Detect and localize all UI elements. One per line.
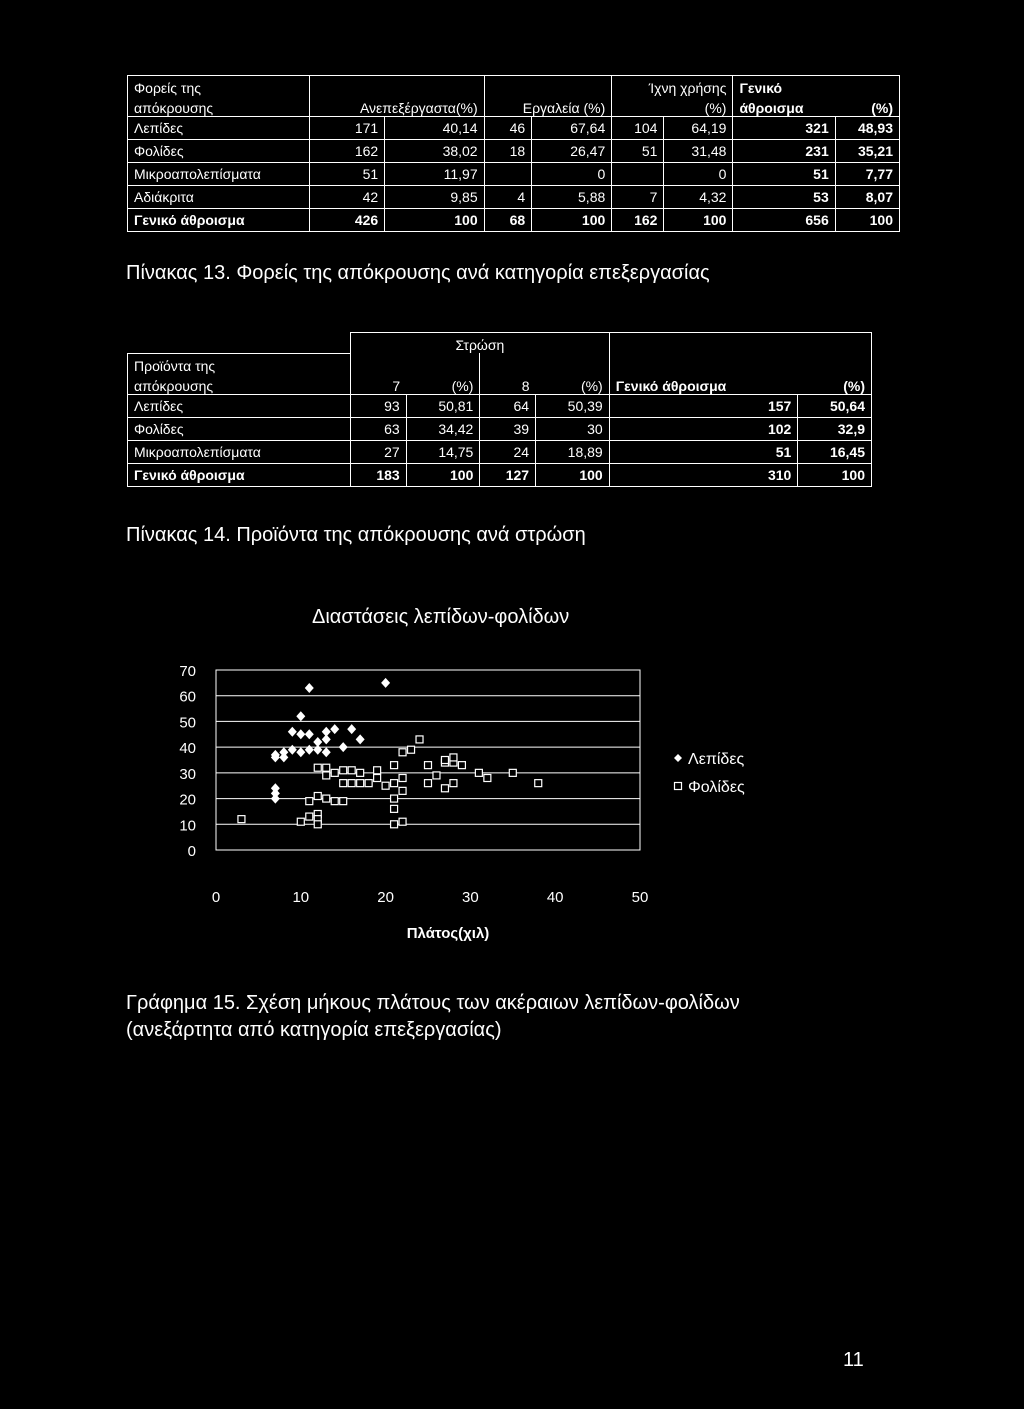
folides-point xyxy=(238,816,245,823)
table-cell: 24 xyxy=(480,440,536,463)
folides-point xyxy=(425,780,432,787)
folides-point xyxy=(441,757,448,764)
header-cell: (%) xyxy=(406,374,480,395)
lepides-point xyxy=(271,794,280,804)
graph-caption-line2: (ανεξάρτητα από κατηγορία επεξεργασίας) xyxy=(126,1019,502,1041)
table-cell: Μικροαπολεπίσματα xyxy=(128,440,351,463)
table-cell: 162 xyxy=(612,209,664,232)
table-row xyxy=(128,186,900,209)
folides-point xyxy=(391,780,398,787)
table-cell: 4,32 xyxy=(664,186,733,209)
folides-point xyxy=(458,762,465,769)
table-cell: Φολίδες xyxy=(128,140,310,163)
folides-point xyxy=(391,805,398,812)
lepides-point xyxy=(279,752,288,762)
lepides-point xyxy=(305,745,314,755)
folides-point xyxy=(331,769,338,776)
table-row xyxy=(128,140,900,163)
legend-label: Λεπίδες xyxy=(688,751,745,768)
folides-point xyxy=(365,780,372,787)
table-cell: 171 xyxy=(310,117,385,140)
x-axis-label: Πλάτος(χιλ) xyxy=(406,925,490,942)
header-cell xyxy=(835,76,899,97)
header-cell xyxy=(128,333,351,354)
header-cell: Εργαλεία (%) xyxy=(484,96,612,117)
folides-point xyxy=(348,767,355,774)
table-cell: 64,19 xyxy=(664,117,733,140)
table-cell: 27 xyxy=(351,440,407,463)
table-cell: 5,88 xyxy=(532,186,612,209)
folides-point xyxy=(382,782,389,789)
table-cell: 16,45 xyxy=(798,440,872,463)
table-cell: 51 xyxy=(612,140,664,163)
table-cell: 93 xyxy=(351,394,407,417)
y-tick-label: 20 xyxy=(179,791,196,809)
table-cell: 53 xyxy=(733,186,835,209)
table-cell: 127 xyxy=(480,463,536,486)
folides-point xyxy=(357,769,364,776)
folides-point xyxy=(535,780,542,787)
y-tick-label: 40 xyxy=(179,740,196,758)
header-cell: Γενικό xyxy=(733,76,835,97)
table-cell: 30 xyxy=(536,417,610,440)
lepides-point xyxy=(288,745,297,755)
header-cell xyxy=(310,76,485,97)
table-cell: 18,89 xyxy=(536,440,610,463)
folides-point xyxy=(340,767,347,774)
folides-point xyxy=(314,764,321,771)
table-total-row xyxy=(128,209,900,232)
y-tick-label: 60 xyxy=(179,688,196,706)
folides-point xyxy=(399,749,406,756)
lepides-point xyxy=(322,747,331,757)
table-row xyxy=(128,417,872,440)
table-cell: 31,48 xyxy=(664,140,733,163)
table-cell: 50,39 xyxy=(536,394,610,417)
x-tick-label: 0 xyxy=(211,889,221,906)
folides-point xyxy=(408,746,415,753)
table-13 xyxy=(127,75,900,232)
header-cell: Γενικό άθροισμα xyxy=(609,374,798,395)
table-cell: 68 xyxy=(484,209,532,232)
legend-label: Φολίδες xyxy=(688,779,745,796)
table-cell: 40,14 xyxy=(385,117,484,140)
table-row xyxy=(128,117,900,140)
header-cell: (%) xyxy=(536,374,610,395)
table-cell xyxy=(612,163,664,186)
folides-point xyxy=(416,736,423,743)
folides-point xyxy=(323,772,330,779)
table-cell: 100 xyxy=(532,209,612,232)
legend-marker-square xyxy=(675,783,682,790)
table-cell: 7,77 xyxy=(835,163,899,186)
table-cell: 104 xyxy=(612,117,664,140)
table-cell: Λεπίδες xyxy=(128,394,351,417)
header-cell: (%) xyxy=(798,374,872,395)
table-header-row xyxy=(128,353,872,374)
folides-point xyxy=(314,821,321,828)
folides-point xyxy=(306,798,313,805)
folides-point xyxy=(450,754,457,761)
table-cell: 426 xyxy=(310,209,385,232)
folides-point xyxy=(323,764,330,771)
table-cell: Μικροαπολεπίσματα xyxy=(128,163,310,186)
folides-point xyxy=(348,780,355,787)
table-cell: 18 xyxy=(484,140,532,163)
table-cell: Λεπίδες xyxy=(128,117,310,140)
table-header-row xyxy=(128,96,900,117)
folides-point xyxy=(399,818,406,825)
folides-point xyxy=(399,787,406,794)
table-cell xyxy=(484,163,532,186)
folides-point xyxy=(475,769,482,776)
header-cell xyxy=(609,353,871,374)
folides-point xyxy=(340,780,347,787)
table-cell: 63 xyxy=(351,417,407,440)
header-cell: απόκρουσης xyxy=(128,96,310,117)
table-total-row xyxy=(128,463,872,486)
folides-point xyxy=(484,775,491,782)
table-cell: 32,9 xyxy=(798,417,872,440)
header-cell: απόκρουσης xyxy=(128,374,351,395)
plot-area-frame xyxy=(216,670,640,850)
table-cell: 8,07 xyxy=(835,186,899,209)
header-cell: (%) xyxy=(835,96,899,117)
table-cell: 39 xyxy=(480,417,536,440)
header-cell: Φορείς της xyxy=(128,76,310,97)
folides-point xyxy=(357,780,364,787)
folides-point xyxy=(433,772,440,779)
table-cell: 14,75 xyxy=(406,440,480,463)
lepides-point xyxy=(296,729,305,739)
lepides-point xyxy=(305,729,314,739)
table-header-row xyxy=(128,333,872,354)
lepides-point xyxy=(322,734,331,744)
header-cell: 8 xyxy=(480,374,536,395)
lepides-point xyxy=(296,711,305,721)
table-cell: 310 xyxy=(609,463,798,486)
table-cell: 48,93 xyxy=(835,117,899,140)
folides-point xyxy=(331,798,338,805)
y-tick-label: 10 xyxy=(179,817,196,835)
table-cell: 26,47 xyxy=(532,140,612,163)
table-cell: 51 xyxy=(733,163,835,186)
table-cell: 100 xyxy=(536,463,610,486)
table-cell: 34,42 xyxy=(406,417,480,440)
x-tick-label: 30 xyxy=(462,889,479,906)
graph-15-caption xyxy=(126,990,740,1044)
y-tick-label: 0 xyxy=(187,843,196,860)
lepides-point xyxy=(330,724,339,734)
folides-point xyxy=(441,785,448,792)
header-cell xyxy=(609,333,871,354)
table-cell: 100 xyxy=(385,209,484,232)
lepides-point xyxy=(305,683,314,693)
table-cell: 9,85 xyxy=(385,186,484,209)
table-cell: Γενικό άθροισμα xyxy=(128,463,351,486)
table-cell: 67,64 xyxy=(532,117,612,140)
lepides-point xyxy=(356,734,365,744)
header-cell: Προϊόντα της xyxy=(128,353,351,374)
folides-point xyxy=(374,775,381,782)
table-cell: 0 xyxy=(532,163,612,186)
table-cell: 51 xyxy=(310,163,385,186)
table-cell: 42 xyxy=(310,186,385,209)
folides-point xyxy=(509,769,516,776)
header-cell: Ίχνη χρήσης xyxy=(612,76,733,97)
table-cell: 656 xyxy=(733,209,835,232)
chart-title: Διαστάσεις λεπίδων-φολίδων xyxy=(312,606,570,628)
header-cell: άθροισμα xyxy=(733,96,835,117)
table-cell: 7 xyxy=(612,186,664,209)
table-cell: 4 xyxy=(484,186,532,209)
graph-caption-line1: Γράφημα 15. Σχέση μήκους πλάτους των ακέραιων λεπίδων-φολίδων xyxy=(126,992,740,1014)
folides-point xyxy=(306,813,313,820)
lepides-point xyxy=(296,747,305,757)
header-cell: (%) xyxy=(612,96,733,117)
table-cell: 102 xyxy=(609,417,798,440)
y-tick-label: 50 xyxy=(179,714,196,732)
table-cell: 100 xyxy=(406,463,480,486)
table-cell: 50,81 xyxy=(406,394,480,417)
folides-point xyxy=(425,762,432,769)
table-14 xyxy=(127,332,872,487)
folides-point xyxy=(340,798,347,805)
folides-point xyxy=(314,793,321,800)
table-header-row xyxy=(128,76,900,97)
table-cell: 231 xyxy=(733,140,835,163)
table-cell: 100 xyxy=(835,209,899,232)
y-tick-label: 30 xyxy=(179,765,196,783)
folides-point xyxy=(391,795,398,802)
table-cell: 51 xyxy=(609,440,798,463)
x-tick-label: 50 xyxy=(631,889,649,906)
folides-point xyxy=(374,767,381,774)
lepides-point xyxy=(381,678,390,688)
page-number: 11 xyxy=(843,1349,864,1371)
header-group-strosi: Στρώση xyxy=(351,333,610,354)
table-13-caption: Πίνακας 13. Φορείς της απόκρουσης ανά κατηγορία επεξεργασίας xyxy=(126,262,710,284)
header-cell: Ανεπεξέργαστα(%) xyxy=(310,96,485,117)
table-cell: 50,64 xyxy=(798,394,872,417)
table-cell: 321 xyxy=(733,117,835,140)
table-row xyxy=(128,440,872,463)
table-cell: Γενικό άθροισμα xyxy=(128,209,310,232)
header-cell xyxy=(480,353,609,374)
x-tick-label: 10 xyxy=(292,889,310,906)
table-cell: Φολίδες xyxy=(128,417,351,440)
scatter-chart xyxy=(160,650,780,950)
header-cell xyxy=(484,76,612,97)
x-tick-label: 20 xyxy=(377,889,394,906)
table-cell: 100 xyxy=(798,463,872,486)
folides-point xyxy=(391,821,398,828)
table-cell: 100 xyxy=(664,209,733,232)
table-cell: 46 xyxy=(484,117,532,140)
folides-point xyxy=(323,795,330,802)
folides-point xyxy=(450,780,457,787)
table-cell: 38,02 xyxy=(385,140,484,163)
table-14-caption: Πίνακας 14. Προϊόντα της απόκρουσης ανά στρώση xyxy=(126,524,586,546)
table-cell: 162 xyxy=(310,140,385,163)
table-row xyxy=(128,163,900,186)
table-header-row xyxy=(128,374,872,395)
lepides-point xyxy=(347,724,356,734)
x-tick-label: 40 xyxy=(546,889,564,906)
table-cell: 183 xyxy=(351,463,407,486)
header-cell: 7 xyxy=(351,374,407,395)
table-cell: 64 xyxy=(480,394,536,417)
folides-point xyxy=(297,818,304,825)
lepides-point xyxy=(339,742,348,752)
header-cell xyxy=(351,353,480,374)
folides-point xyxy=(399,775,406,782)
table-cell: 157 xyxy=(609,394,798,417)
legend-marker-diamond xyxy=(674,754,682,762)
lepides-point xyxy=(313,745,322,755)
y-tick-label: 70 xyxy=(179,663,196,680)
table-cell: Αδιάκριτα xyxy=(128,186,310,209)
table-cell: 11,97 xyxy=(385,163,484,186)
lepides-point xyxy=(288,727,297,737)
table-cell: 35,21 xyxy=(835,140,899,163)
table-cell: 0 xyxy=(664,163,733,186)
folides-point xyxy=(391,762,398,769)
table-row xyxy=(128,394,872,417)
